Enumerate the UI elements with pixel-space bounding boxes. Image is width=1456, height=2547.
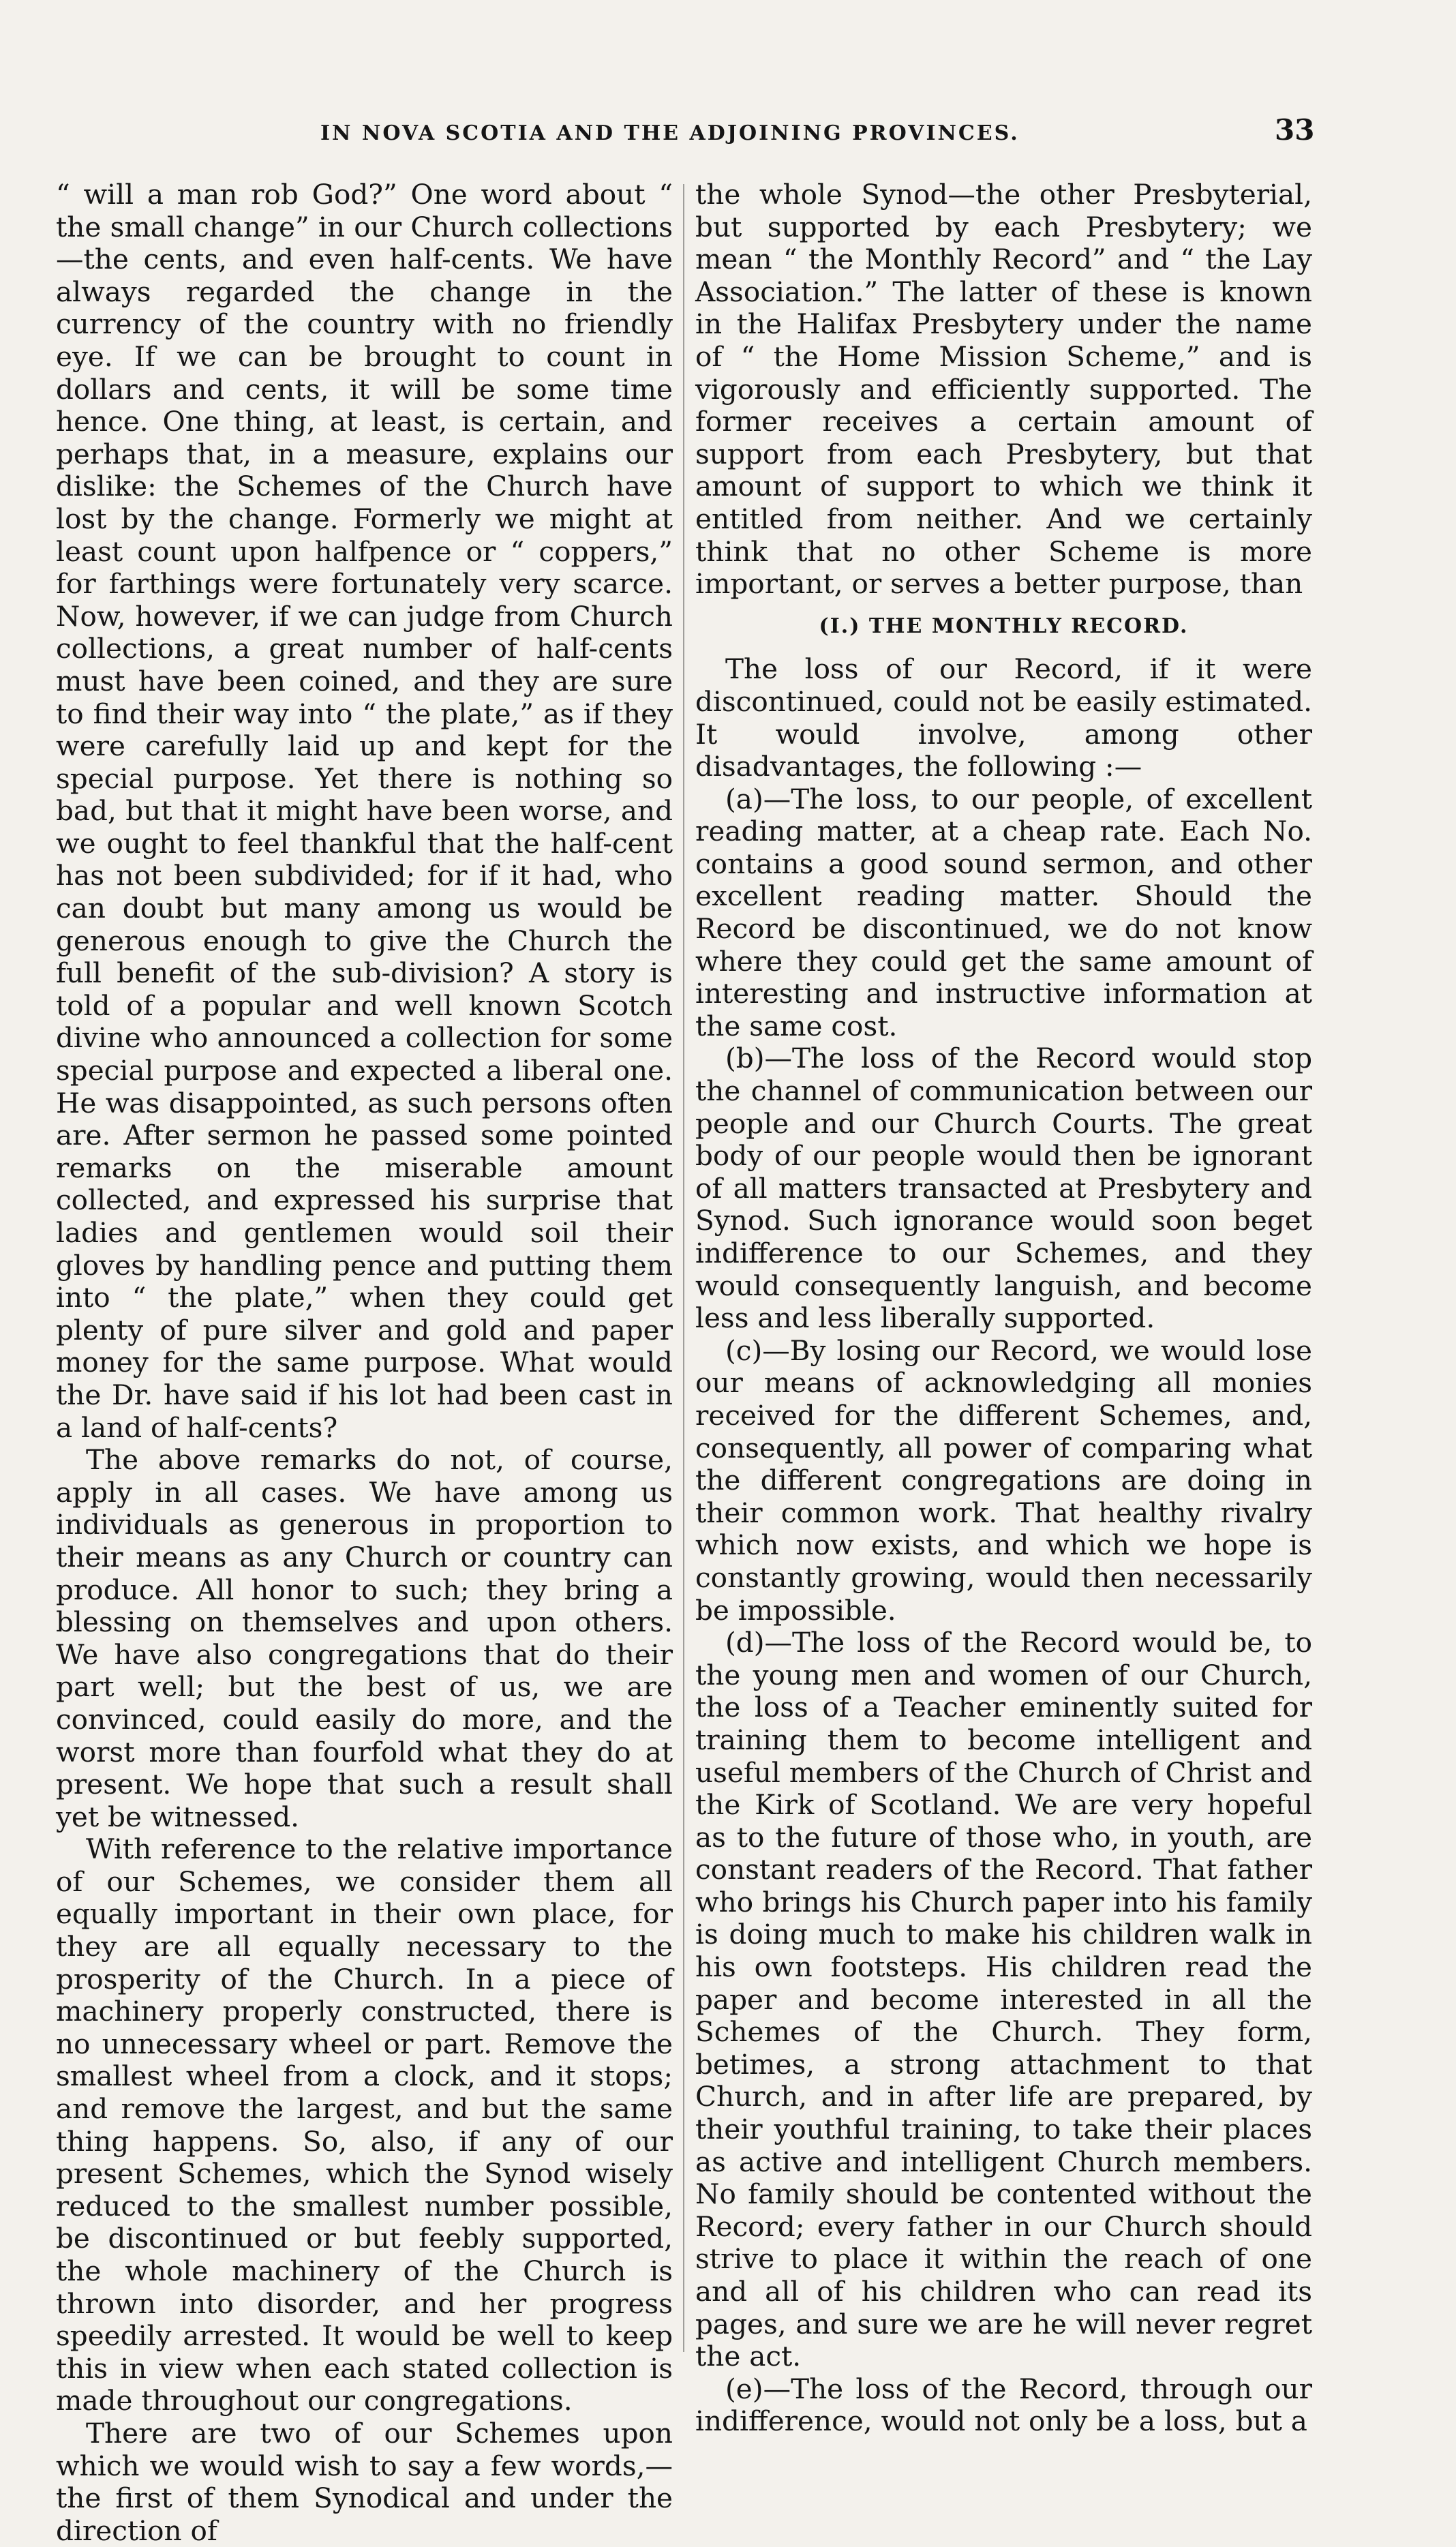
paragraph: (d)—The loss of the Record would be, to the young men and women of our Church, the loss of a Teacher eminently suited for training them to become intelligent and useful members of the Church of Christ and the Kirk of Scotland. We are very hopeful as to the future of those who, in youth, are constant readers of the Record. That father who brings his Church paper into his family is doing much to make his children walk in his own footsteps. His children read the paper and become interested in all the Schemes of the Church. They form, betimes, a strong attachment to that Church, and in after life are prepared, by their youthful training, to take their places as active and intelligent Church members. No family should be contented without the Record; every father in our Church should strive to place it within the reach of one and all of his children who can read its pages, and sure we are he will never regret the act.: [695, 1626, 1312, 2373]
paragraph: the whole Synod—the other Presbyterial, but supported by each Presbytery; we mean “ the Monthly Record” and “ the Lay Association.” The latter of these is known in the Halifax Presbytery under the name of “ the Home Mission Scheme,” and is vigorously and efficiently supported. The former receives a certain amount of support from each Presbytery, but that amount of support to which we think it entitled from neither. And we certainly think that no other Scheme is more important, or serves a better purpose, than: [695, 178, 1312, 601]
left-column: [56, 178, 673, 2547]
paragraph: The above remarks do not, of course, apply in all cases. We have among us individuals as generous in proportion to their means as any Church or country can produce. All honor to such; they bring a blessing on themselves and upon others. We have also congregations that do their part well; but the best of us, we are convinced, could easily do more, and the worst more than fourfold what they do at present. We hope that such a result shall yet be witnessed.: [56, 1443, 673, 1833]
paragraph: (a)—The loss, to our people, of excellent reading matter, at a cheap rate. Each No. contains a good sound sermon, and other excellent reading matter. Should the Record be discontinued, we do not know where they could get the same amount of interesting and instructive information at the same cost.: [695, 782, 1312, 1042]
paragraph: The loss of our Record, if it were discontinued, could not be easily estimated. It would involve, among other disadvantages, the following :—: [695, 652, 1312, 783]
paragraph: (b)—The loss of the Record would stop the channel of communication between our people and our Church Courts. The great body of our people would then be ignorant of all matters transacted at Presbytery and Synod. Such ignorance would soon beget indifference to our Schemes, and they would consequently languish, and become less and less liberally supported.: [695, 1042, 1312, 1335]
right-column: [695, 178, 1312, 2438]
paragraph: With reference to the relative importance of our Schemes, we consider them all equally important in their own place, for they are all equally necessary to the prosperity of the Church. In a piece of machinery properly constructed, there is no unnecessary wheel or part. Remove the smallest wheel from a clock, and it stops; and remove the largest, and but the same thing happens. So, also, if any of our present Schemes, which the Synod wisely reduced to the smallest number possible, be discontinued or but feebly supported, the whole machinery of the Church is thrown into disorder, and her progress speedily arrested. It would be well to keep this in view when each stated collection is made throughout our congregations.: [56, 1833, 673, 2417]
page-number: 33: [1275, 113, 1315, 147]
paragraph: (c)—By losing our Record, we would lose our means of acknowledging all monies received for the different Schemes, and, consequently, all power of comparing what the different congregations are doing in their common work. That healthy rivalry which now exists, and which we hope is constantly growing, would then necessarily be impossible.: [695, 1333, 1312, 1627]
column-divider: [683, 184, 684, 2352]
paragraph: There are two of our Schemes upon which we would wish to say a few words,—the first of them Synodical and under the direction of: [56, 2416, 673, 2547]
section-heading: (I.) THE MONTHLY RECORD.: [819, 614, 1189, 638]
paragraph: (e)—The loss of the Record, through our indifference, would not only be a loss, but a: [695, 2372, 1312, 2438]
paragraph: “ will a man rob God?” One word about “ the small change” in our Church collections—the cents, and even half-cents. We have always regarded the change in the currency of the country with no friendly eye. If we can be brought to count in dollars and cents, it will be some time hence. One thing, at least, is certain, and perhaps that, in a measure, explains our dislike: the Schemes of the Church have lost by the change. Formerly we might at least count upon halfpence or “ coppers,” for farthings were fortunately very scarce. Now, however, if we can judge from Church collections, a great number of half-cents must have been coined, and they are sure to find their way into “ the plate,” as if they were carefully laid up and kept for the special purpose. Yet there is nothing so bad, but that it might have been worse, and we ought to feel thankful that the half-cent has not been subdivided; for if it had, who can doubt but many among us would be generous enough to give the Church the full benefit of the sub-division? A story is told of a popular and well known Scotch divine who announced a collection for some special purpose and expected a liberal one. He was disappointed, as such persons often are. After sermon he passed some pointed remarks on the miserable amount collected, and expressed his surprise that ladies and gentlemen would soil their gloves by handling pence and putting them into “ the plate,” when they could get plenty of pure silver and gold and paper money for the same purpose. What would the Dr. have said if his lot had been cast in a land of half-cents?: [56, 178, 673, 1444]
running-title: IN NOVA SCOTIA AND THE ADJOINING PROVINCES.: [320, 121, 1020, 145]
